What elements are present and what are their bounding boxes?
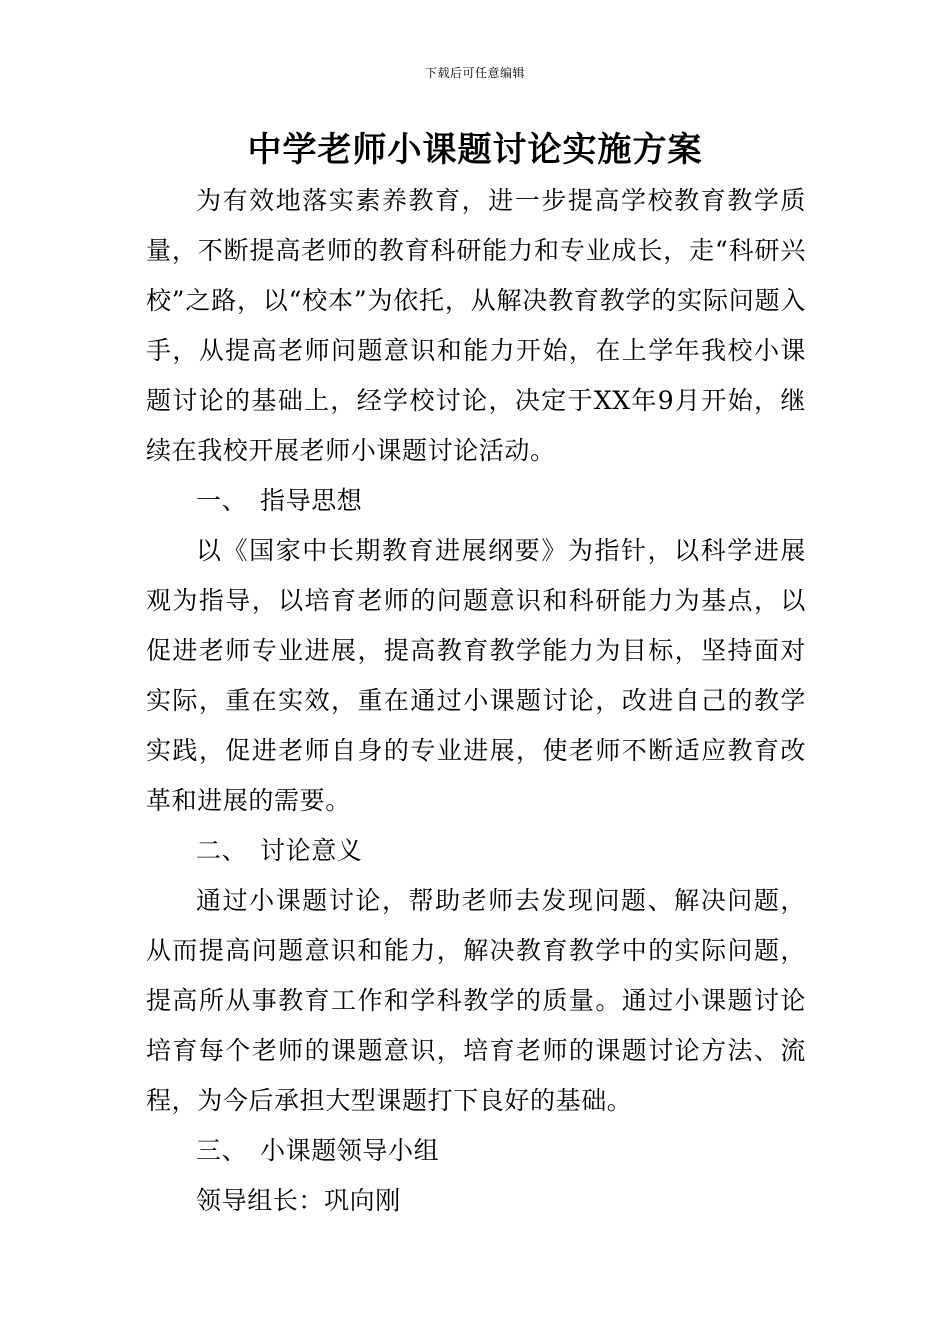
section-heading-3 xyxy=(146,1126,806,1176)
document-title: 中学老师小课题讨论实施方案 xyxy=(247,130,703,170)
section-heading-2 xyxy=(146,826,806,876)
section-number-1: 一、 xyxy=(196,486,248,515)
section-body-2: 通过小课题讨论，帮助老师去发现问题、解决问题，从而提高问题意识和能力，解决教育教学中的实际问题，提高所从事教育工作和学科教学的质量。通过小课题讨论培育每个老师的课题意识，培育老师的课题讨论方法、流程，为今后承担大型课题打下良好的基础。 xyxy=(146,886,806,1115)
section-body-1: 以《国家中长期教育进展纲要》为指针，以科学进展观为指导，以培育老师的问题意识和科研能力为基点，以促进老师专业进展，提高教育教学能力为目标，坚持面对实际，重在实效，重在通过小课题讨论，改进自己的教学实践，促进老师自身的专业进展，使老师不断适应教育改革和进展的需要。 xyxy=(146,536,806,815)
section-heading-1 xyxy=(146,476,806,526)
document-body xyxy=(146,176,806,1226)
section-title-1: 指导思想 xyxy=(260,486,363,515)
header-note: 下载后可任意编辑 xyxy=(424,66,525,80)
section-title-3: 小课题领导小组 xyxy=(260,1136,440,1165)
section-number-2: 二、 xyxy=(196,836,248,865)
section-number-3: 三、 xyxy=(196,1136,248,1165)
intro-paragraph: 为有效地落实素养教育，进一步提高学校教育教学质量，不断提高老师的教育科研能力和专业成长，走“科研兴校”之路，以“校本”为依托，从解决教育教学的实际问题入手，从提高老师问题意识和能力开始，在上学年我校小课题讨论的基础上，经学校讨论，决定于XX年9月开始，继续在我校开展老师小课题讨论活动。 xyxy=(146,186,806,465)
section-title-2: 讨论意义 xyxy=(260,836,363,865)
section-body-3: 领导组长：巩向刚 xyxy=(196,1186,401,1215)
